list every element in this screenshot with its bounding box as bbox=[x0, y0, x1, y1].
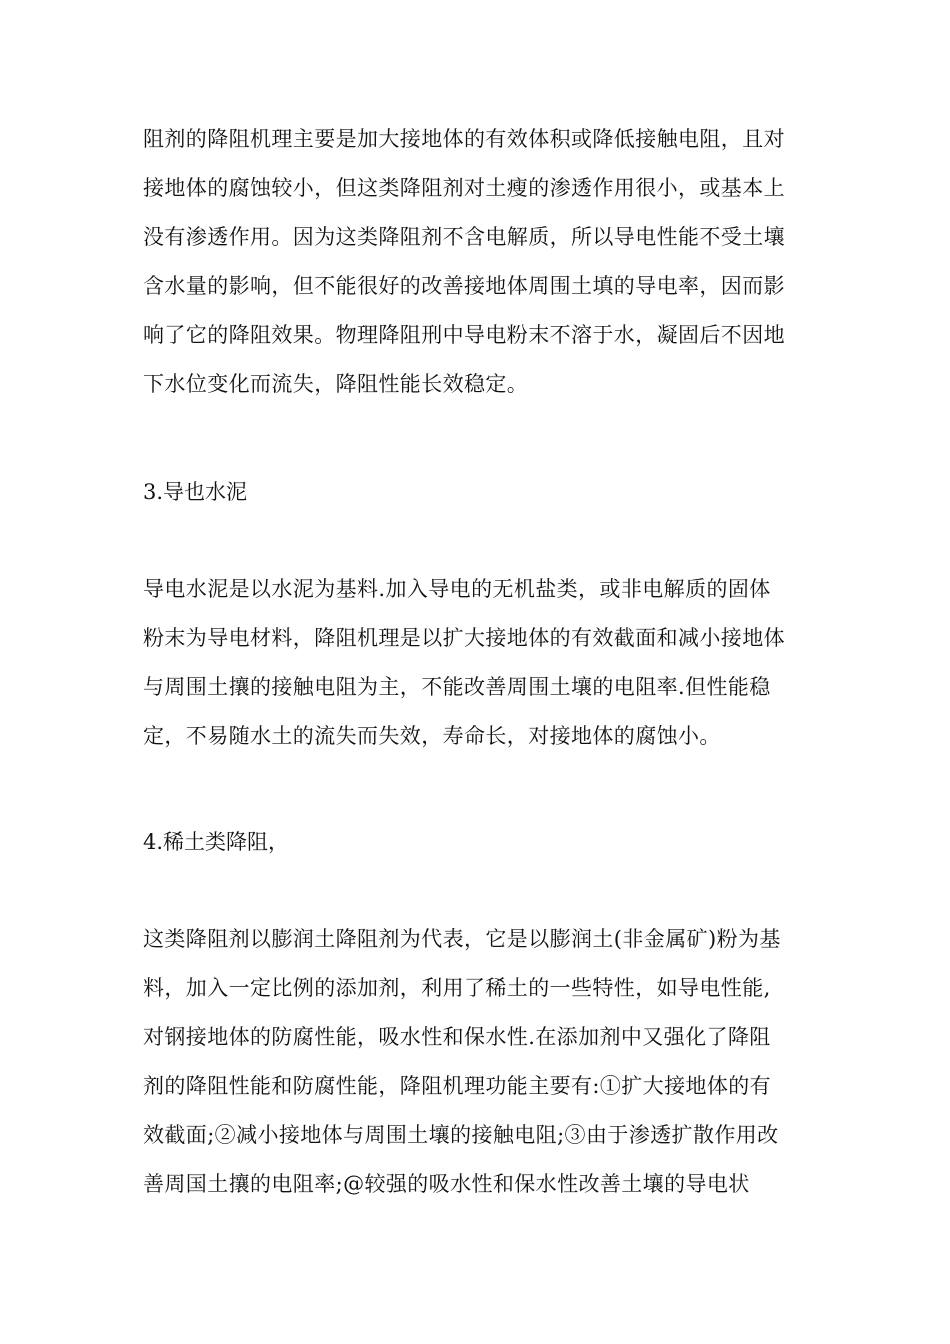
text-line: 响了它的降阻效果。物理降阻刑中导电粉末不溶于水，凝固后不因地 bbox=[143, 323, 785, 347]
text-line: 对钢接地体的防腐性能，吸水性和保水性.在添加剂中又强化了降阻 bbox=[143, 1025, 771, 1049]
text-line: 定，不易随水土的流失而失效，寿命长，对接地体的腐蚀小。 bbox=[143, 724, 721, 748]
text-line: 与周围土攘的接触电阻为主，不能改善周围土壤的电阻率.但性能稳 bbox=[143, 675, 771, 699]
paragraph-conductive-cement bbox=[143, 565, 811, 761]
section-heading-4: 4.稀土类降阻， bbox=[143, 830, 290, 854]
paragraph-rare-earth-reducer bbox=[143, 915, 811, 1209]
paragraph-physical-resistance-reducer bbox=[143, 115, 811, 409]
text-line: 料，加入一定比例的添加剂，利用了稀土的一些特性，如导电性能, bbox=[143, 976, 771, 1000]
text-line: 下水位变化而流失，降阻性能长效稳定。 bbox=[143, 372, 529, 396]
text-line: 没有渗透作用。因为这类降阻剂不含电解质，所以导电性能不受土壤 bbox=[143, 225, 785, 249]
text-line: 效截面;②减小接地体与周围土壤的接触电阻;③由于渗透扩散作用改 bbox=[143, 1123, 779, 1147]
text-line: 阻剂的降阻机理主要是加大接地体的有效体积或降低接触电阻，且对 bbox=[143, 127, 785, 151]
text-line: 善周国土攘的电阻率;@较强的吸水性和保水性改善土壤的导电状 bbox=[143, 1172, 750, 1196]
text-line: 含水量的影响，但不能很好的改善接地体周围土填的导电率，因而影 bbox=[143, 274, 785, 298]
text-line: 这类降阻剂以膨润土降阻剂为代表，它是以膨润土(非金属矿)粉为基 bbox=[143, 927, 781, 951]
section-heading-3: 3.导也水泥 bbox=[143, 480, 248, 504]
text-line: 剂的降阻性能和防腐性能，降阻机理功能主要有:①扩大接地体的有 bbox=[143, 1074, 772, 1098]
text-line: 导电水泥是以水泥为基料.加入导电的无机盐类，或非电解质的固体 bbox=[143, 577, 771, 601]
text-line: 粉末为导电材料，降阻机理是以扩大接地体的有效截面和减小接地体 bbox=[143, 626, 785, 650]
text-line: 接地体的腐蚀较小，但这类降阻剂对土瘦的渗透作用很小，或基本上 bbox=[143, 176, 785, 200]
